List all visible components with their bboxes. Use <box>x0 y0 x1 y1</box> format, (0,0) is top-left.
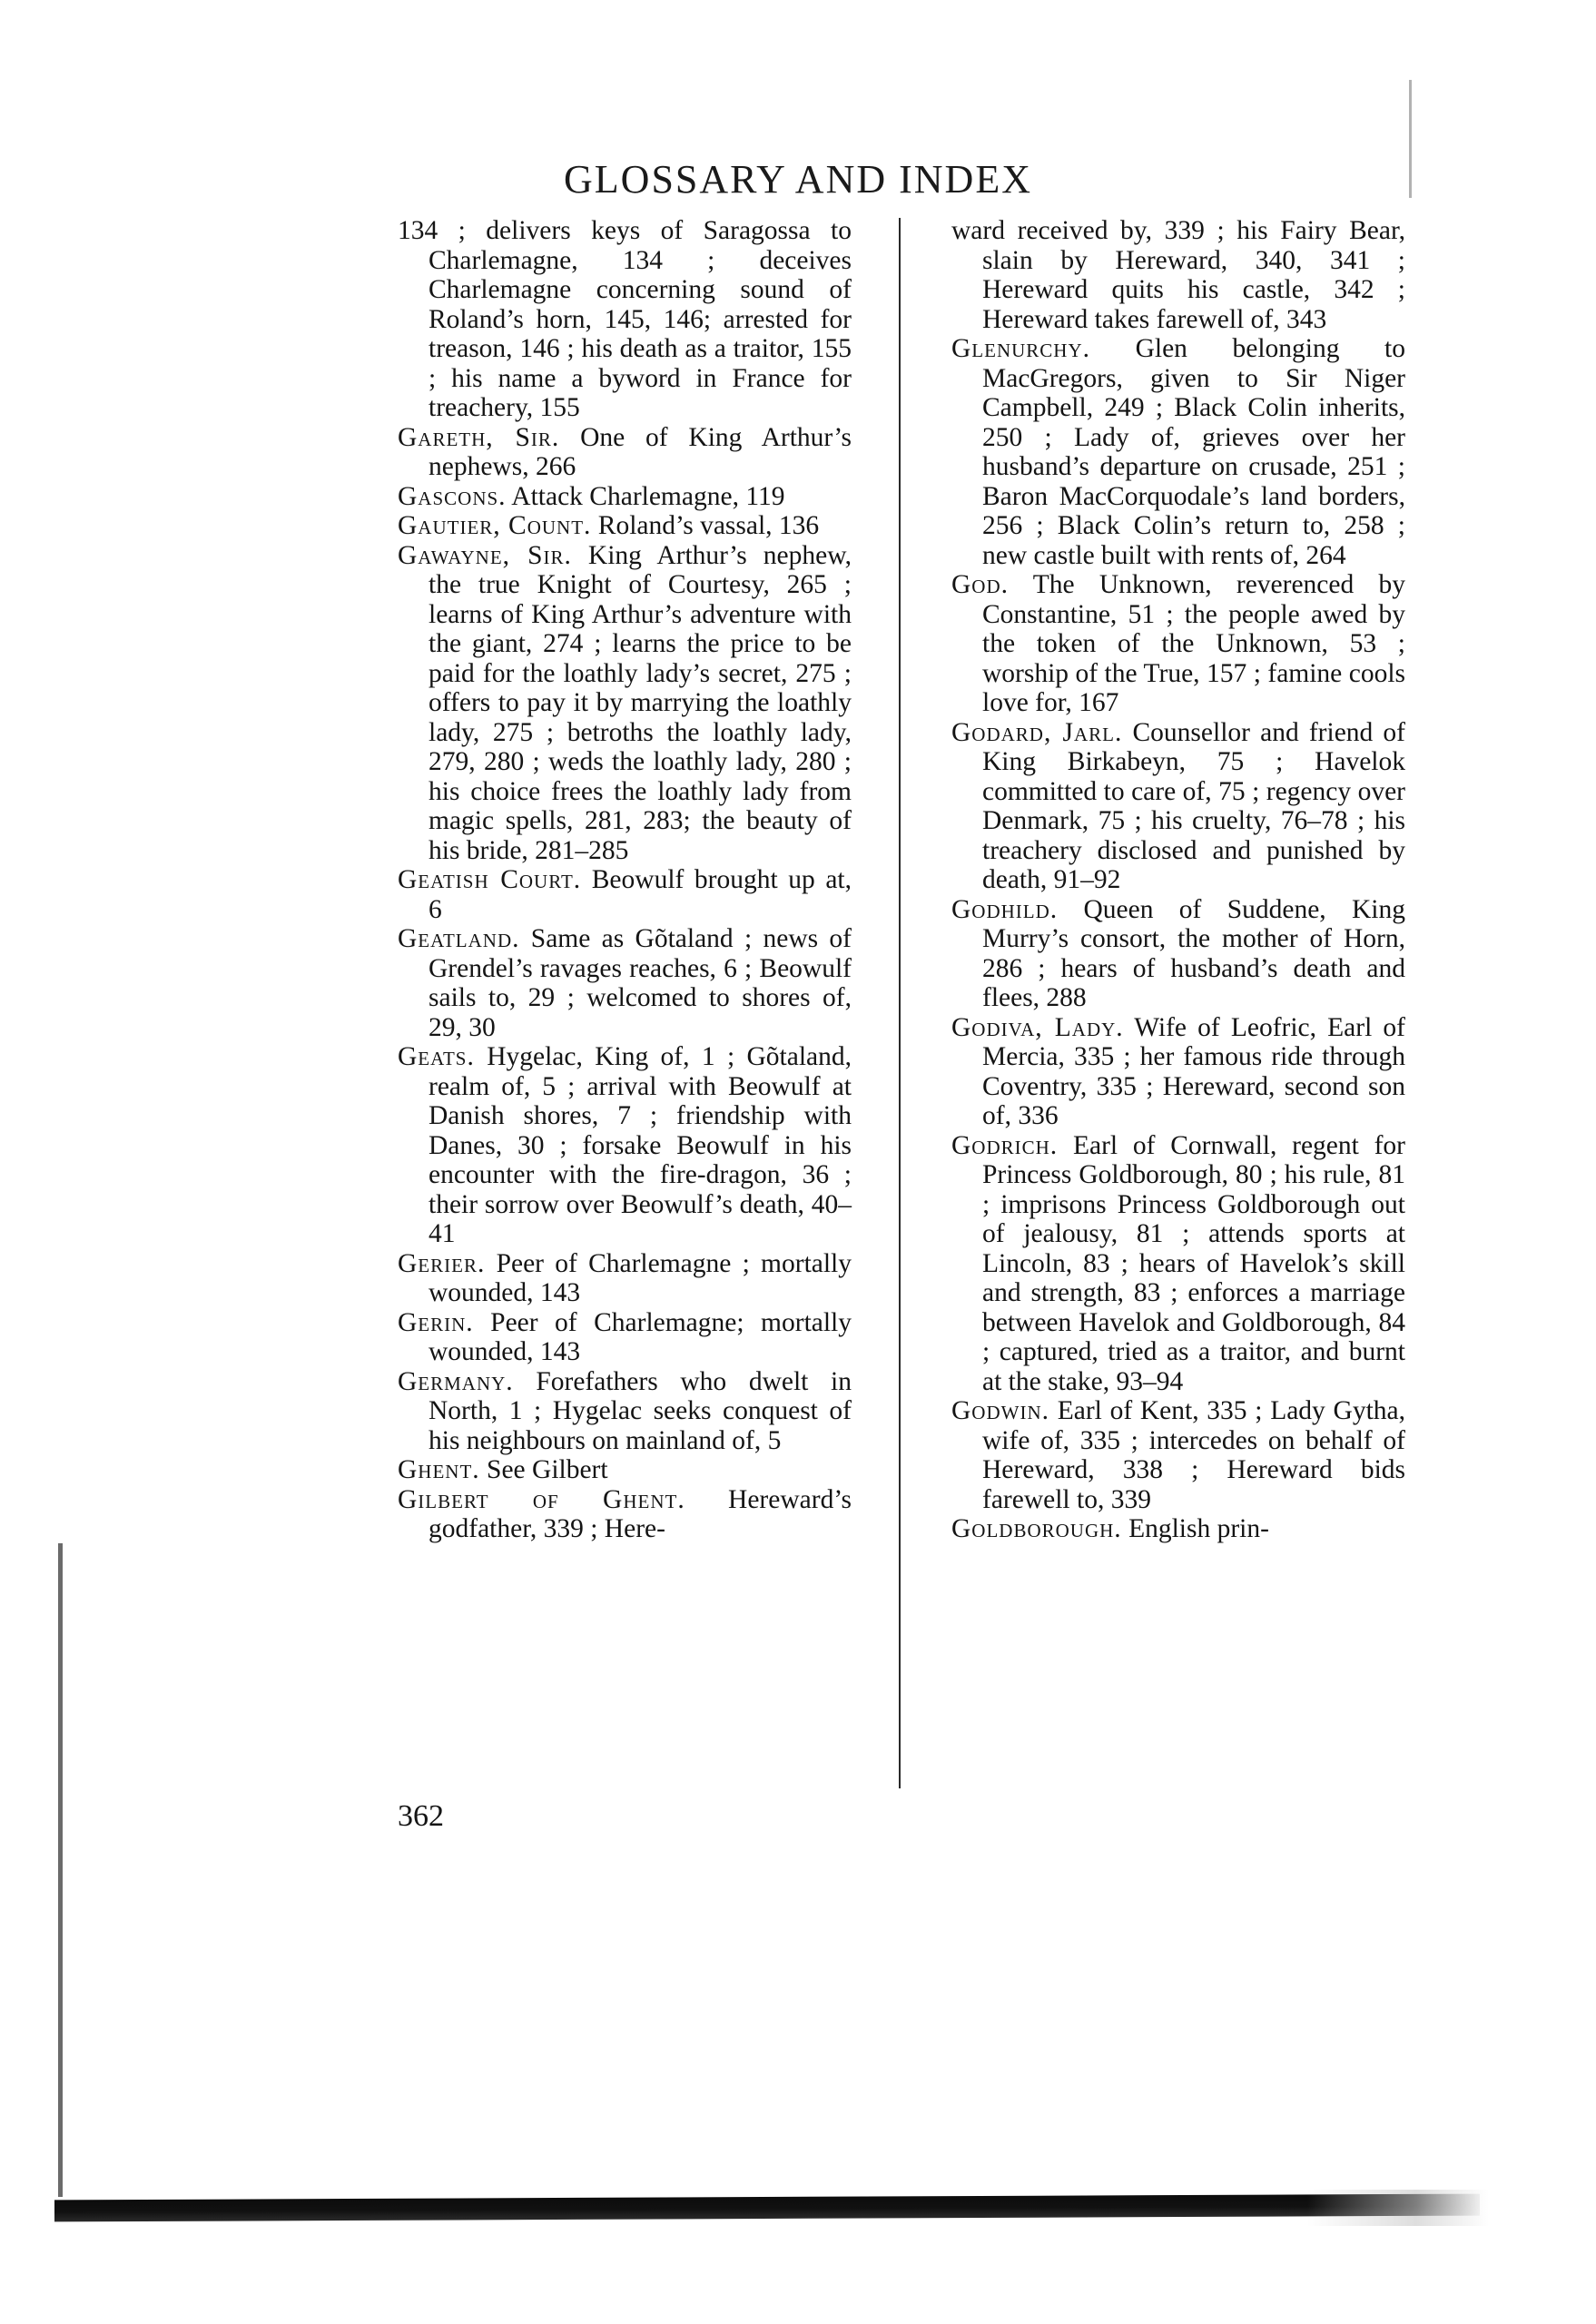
entry-heading: Germany. <box>398 1366 514 1396</box>
index-entry <box>951 1131 1405 1397</box>
index-entry <box>951 216 1405 334</box>
entry-text: Wife of Leofric, Earl of Mercia, 335 ; her famous ride through Coventry, 335 ; Hereward, second son of, 336 <box>982 1012 1405 1130</box>
scan-artifact <box>1409 80 1444 198</box>
entry-heading: Gawayne, Sir. <box>398 540 572 570</box>
entry-heading: Godiva, Lady. <box>951 1012 1124 1042</box>
index-entry <box>398 1367 852 1456</box>
scan-edge-band <box>54 2194 1480 2222</box>
entry-text: Earl of Cornwall, regent for Princess Goldborough, 80 ; his rule, 81 ; imprisons Princess Goldborough out of jealousy, 81 ; attends sports at Lincoln, 83 ; hears of Havelok’s skill and strength, 83 ; enforces a marriage between Havelok and Goldborough, 84 ; captured, tried as a traitor, and burnt at the stake, 93–94 <box>982 1130 1405 1396</box>
entry-text: Forefathers who dwelt in North, 1 ; Hygelac seeks conquest of his neighbours on mainland of, 5 <box>429 1366 852 1455</box>
entry-heading: Godrich. <box>951 1130 1059 1160</box>
index-entry <box>398 1249 852 1308</box>
index-column-left <box>398 216 852 1544</box>
index-entry <box>951 1396 1405 1514</box>
index-entry <box>951 334 1405 570</box>
entry-heading: Gilbert of Ghent. <box>398 1484 685 1514</box>
index-entry <box>398 1042 852 1249</box>
entry-text: Attack Charlemagne, 119 <box>506 481 785 511</box>
entry-text: See Gilbert <box>479 1455 608 1484</box>
index-entry <box>398 216 852 423</box>
entry-text: Hygelac, King of, 1 ; Gõtaland, realm of, 5 ; arrival with Beowulf at Danish shores, 7 ; friendship with Danes, 30 ; forsake Beowulf in his encounter with the fire-dragon, 36 ; their sorrow over Beowulf’s death, 40–41 <box>429 1042 852 1248</box>
entry-text: Counsellor and friend of King Birkabeyn, 75 ; Havelok committed to care of, 75 ; regency over Denmark, 75 ; his cruelty, 76–78 ; his treachery disclosed and punished by death, 91–92 <box>982 717 1406 894</box>
entry-text: 134 ; delivers keys of Saragossa to Charlemagne, 134 ; deceives Charlemagne concerning sound of Roland’s horn, 145, 146; arrested for treason, 146 ; his death as a traitor, 155 ; his name a byword in France for treachery, 155 <box>398 216 852 422</box>
index-entry <box>951 1013 1405 1131</box>
entry-heading: God. <box>951 570 1010 599</box>
entry-text: Beowulf brought up at, 6 <box>429 865 852 924</box>
index-entry <box>951 718 1405 895</box>
entry-heading: Glenurchy. <box>951 334 1091 363</box>
entry-heading: Gascons. <box>398 481 507 511</box>
index-entry <box>398 511 852 541</box>
index-entry <box>398 924 852 1042</box>
entry-text: Same as Gõtaland ; news of Grendel’s ravages reaches, 6 ; Beowulf sails to, 29 ; welcomed to shores of, 29, 30 <box>429 924 852 1042</box>
entry-heading: Geats. <box>398 1042 475 1071</box>
column-divider <box>899 218 901 1788</box>
entry-heading: Ghent. <box>398 1455 480 1484</box>
index-entry <box>951 570 1405 718</box>
index-entry <box>398 1455 852 1485</box>
entry-text: Peer of Charlemagne; mortally wounded, 143 <box>429 1307 852 1366</box>
index-entry <box>398 865 852 924</box>
index-entry <box>951 1514 1405 1544</box>
entry-text: Glen belonging to MacGregors, given to Sir Niger Campbell, 249 ; Black Colin inherits, 250 ; Lady of, grieves over her husband’s departure on crusade, 251 ; Baron MacCorquodale’s land borders, 256 ; Black Colin’s return to, 258 ; new castle built with rents of, 264 <box>982 334 1405 570</box>
entry-heading: Geatish Court. <box>398 865 582 894</box>
entry-heading: Godard, Jarl. <box>951 717 1123 747</box>
entry-heading: Godwin. <box>951 1396 1049 1425</box>
entry-text: Hereward’s godfather, 339 ; Here- <box>429 1484 852 1543</box>
index-entry <box>398 423 852 482</box>
index-column-right <box>951 216 1405 1544</box>
page-title: GLOSSARY AND INDEX <box>564 157 1032 202</box>
entry-heading: Gareth, Sir. <box>398 422 560 452</box>
entry-heading: Gerin. <box>398 1307 474 1337</box>
entry-text: Peer of Charlemagne ; mortally wounded, 143 <box>429 1248 852 1307</box>
entry-text: King Arthur’s nephew, the true Knight of Courtesy, 265 ; learns of King Arthur’s adventure with the giant, 274 ; learns the price to be paid for the loathly lady’s secret, 275 ; offers to pay it by marrying the loathly lady, 275 ; betroths the loathly lady, 279, 280 ; weds the loathly lady, 280 ; his choice frees the loathly lady from magic spells, 281, 283; the beauty of his bride, 281–285 <box>429 540 852 865</box>
entry-heading: Goldborough. <box>951 1514 1122 1543</box>
entry-text: Earl of Kent, 335 ; Lady Gytha, wife of, 335 ; intercedes on behalf of Hereward, 338 ; Hereward bids farewell to, 339 <box>982 1396 1405 1514</box>
entry-heading: Gerier. <box>398 1248 486 1278</box>
index-entry <box>398 482 852 512</box>
entry-text: ward received by, 339 ; his Fairy Bear, slain by Hereward, 340, 341 ; Hereward quits his castle, 342 ; Hereward takes farewell of, 343 <box>951 216 1405 334</box>
entry-text: The Unknown, reverenced by Constantine, 51 ; the people awed by the token of the Unknown, 53 ; worship of the True, 157 ; famine cools love for, 167 <box>982 570 1405 717</box>
index-entry <box>398 541 852 866</box>
entry-text: Queen of Suddene, King Murry’s consort, the mother of Horn, 286 ; hears of husband’s death and flees, 288 <box>982 894 1405 1012</box>
entry-text: Roland’s vassal, 136 <box>591 511 820 540</box>
index-entry <box>398 1485 852 1544</box>
entry-heading: Gautier, Count. <box>398 511 592 540</box>
entry-text: English prin- <box>1121 1514 1269 1543</box>
entry-heading: Godhild. <box>951 894 1059 924</box>
scan-artifact <box>1307 2190 1489 2226</box>
index-entry <box>398 1308 852 1367</box>
page-number: 362 <box>398 1799 444 1833</box>
scan-artifact <box>58 1543 63 2197</box>
index-entry <box>951 895 1405 1013</box>
entry-heading: Geatland. <box>398 924 520 953</box>
entry-text: One of King Arthur’s nephews, 266 <box>429 422 852 481</box>
